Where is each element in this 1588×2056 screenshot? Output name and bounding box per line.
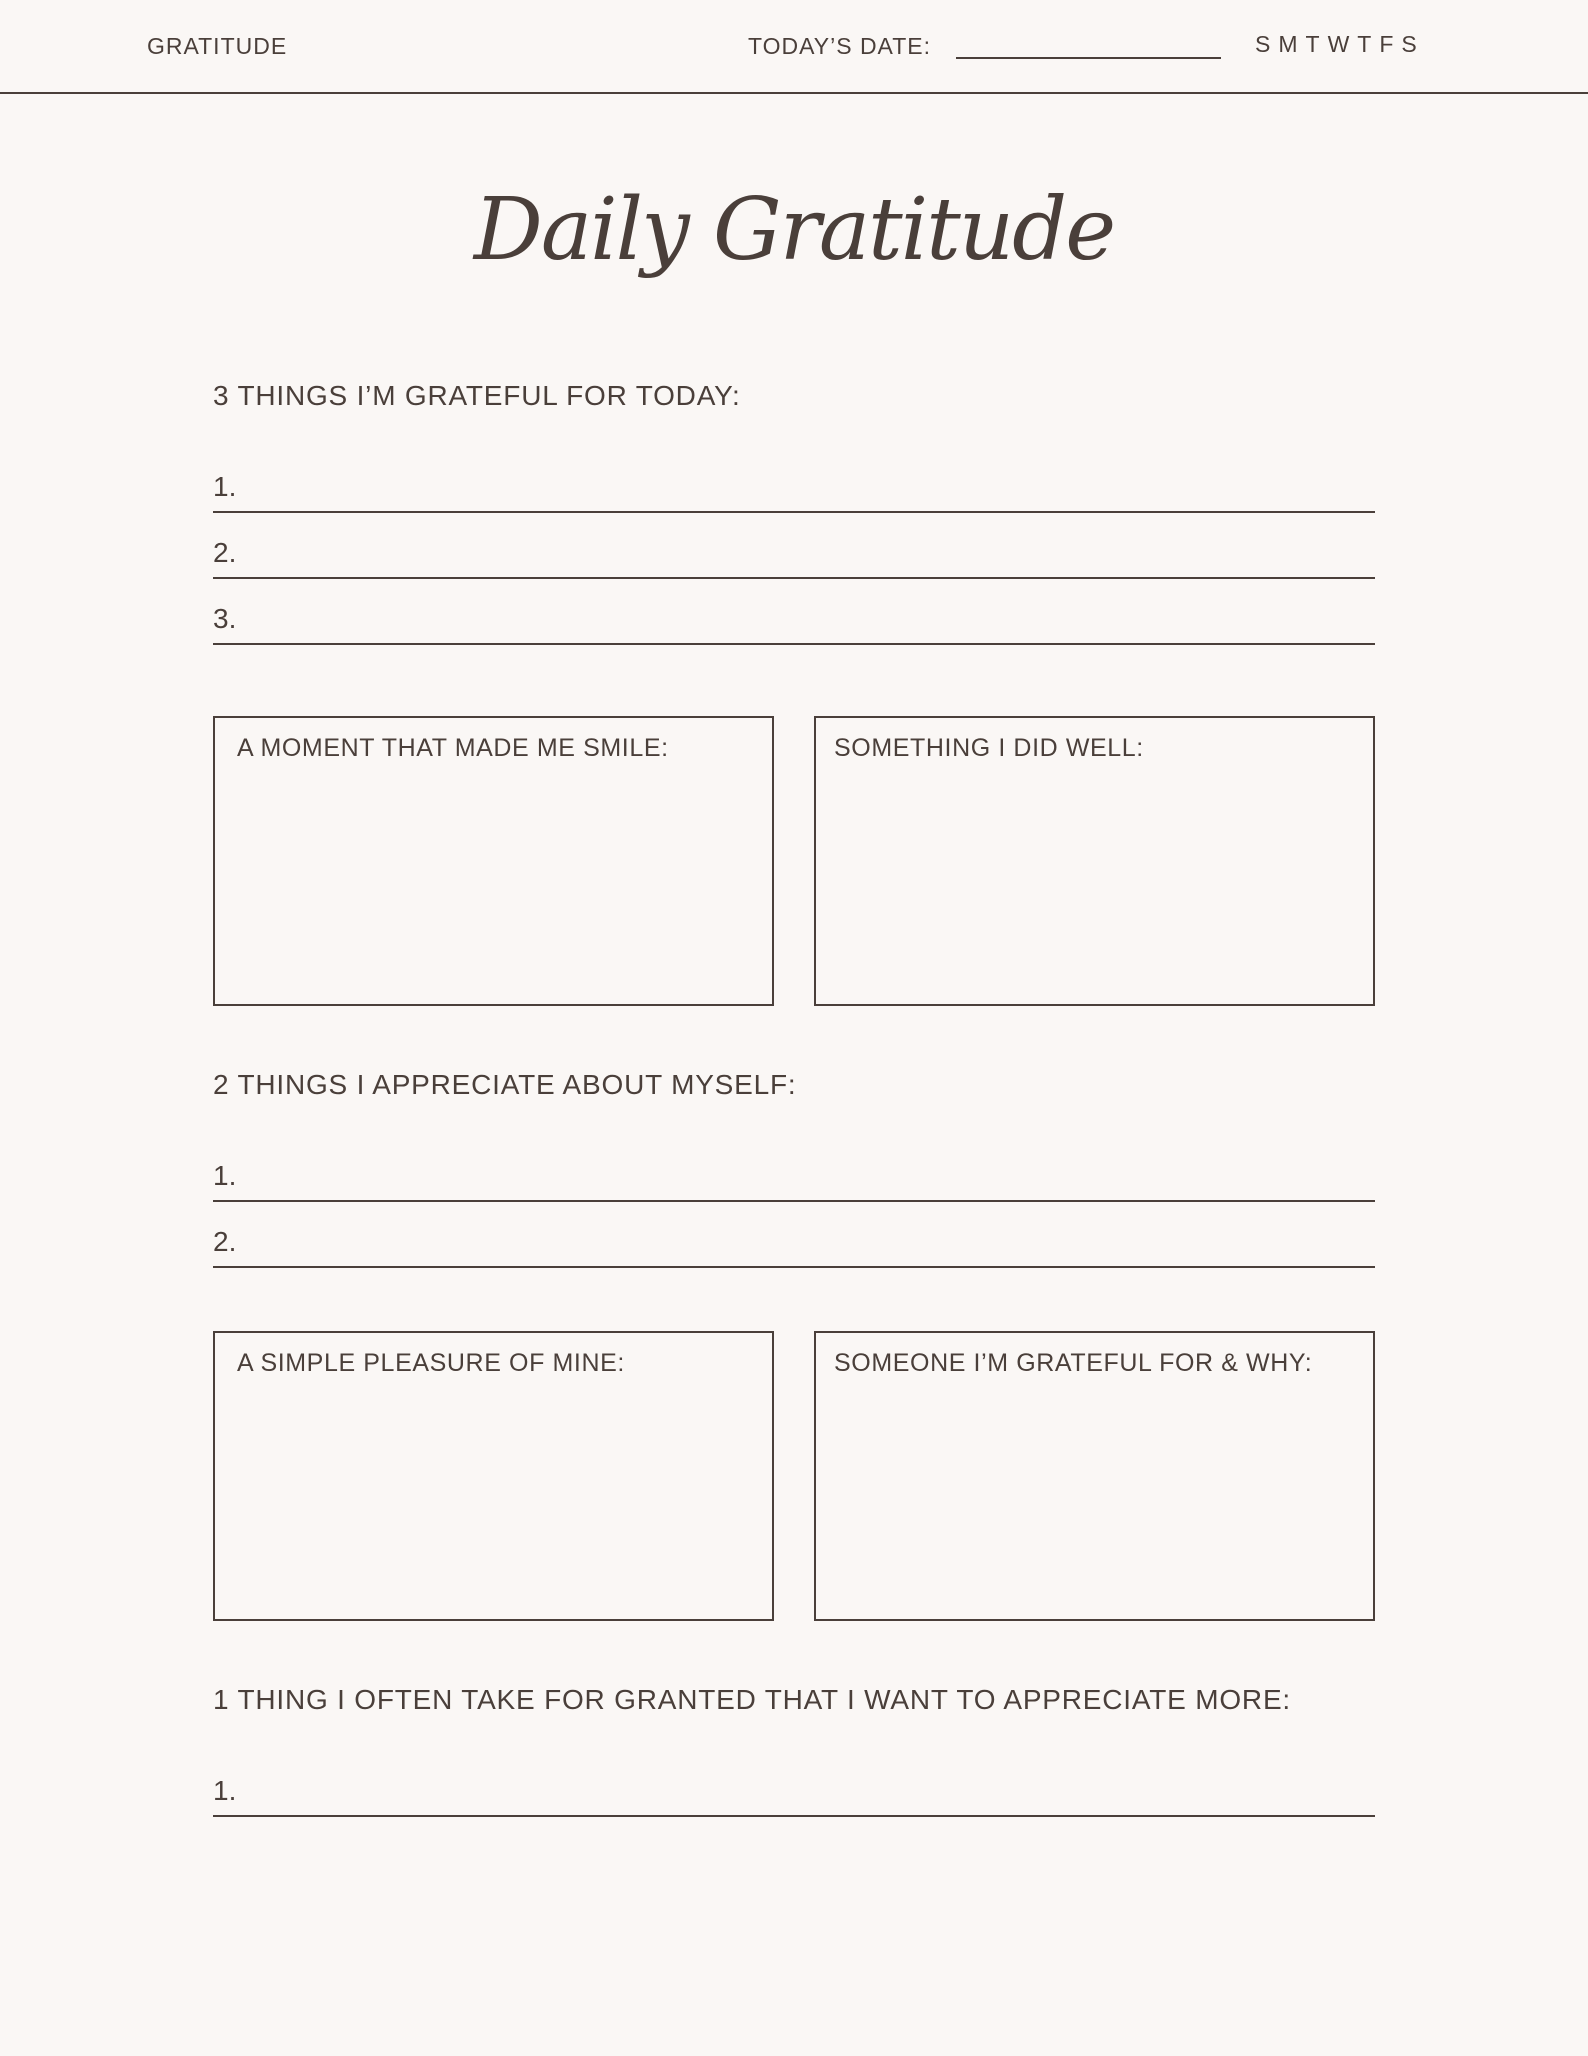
page-header [0,0,1588,94]
weekday-wednesday[interactable]: W [1327,31,1350,57]
weekday-thursday[interactable]: T [1357,31,1372,57]
taken-for-granted-item-1-line[interactable] [213,1775,1375,1817]
weekday-saturday[interactable]: S [1401,31,1417,57]
grateful-person-box[interactable] [814,1331,1375,1621]
item-number: 1. [213,1775,237,1806]
item-number: 3. [213,603,237,634]
weekday-selector [1255,31,1417,58]
grateful-item-1-line[interactable] [213,471,1375,513]
grateful-person-label: SOMEONE I’M GRATEFUL FOR & WHY: [834,1349,1313,1377]
date-input-line[interactable] [956,57,1221,59]
did-well-label: SOMETHING I DID WELL: [834,734,1144,762]
taken-for-granted-heading: 1 THING I OFTEN TAKE FOR GRANTED THAT I WANT TO APPRECIATE MORE: [213,1684,1292,1715]
grateful-item-3-line[interactable] [213,603,1375,645]
grateful-item-2-line[interactable] [213,537,1375,579]
did-well-box[interactable] [814,716,1375,1006]
appreciate-myself-heading: 2 THINGS I APPRECIATE ABOUT MYSELF: [213,1069,797,1100]
moment-smile-box[interactable] [213,716,774,1006]
simple-pleasure-box[interactable] [213,1331,774,1621]
simple-pleasure-label: A SIMPLE PLEASURE OF MINE: [237,1349,625,1377]
item-number: 1. [213,471,237,502]
page-title: Daily Gratitude [473,180,1115,280]
header-title: GRATITUDE [147,33,288,59]
appreciate-item-1-line[interactable] [213,1160,1375,1202]
weekday-monday[interactable]: M [1278,31,1298,57]
weekday-sunday[interactable]: S [1255,31,1271,57]
moment-smile-label: A MOMENT THAT MADE ME SMILE: [237,734,669,762]
date-label: TODAY’S DATE: [748,33,931,59]
appreciate-item-2-line[interactable] [213,1226,1375,1268]
item-number: 2. [213,537,237,568]
grateful-things-heading: 3 THINGS I’M GRATEFUL FOR TODAY: [213,380,741,411]
item-number: 1. [213,1160,237,1191]
item-number: 2. [213,1226,237,1257]
weekday-friday[interactable]: F [1379,31,1394,57]
weekday-tuesday[interactable]: T [1305,31,1320,57]
